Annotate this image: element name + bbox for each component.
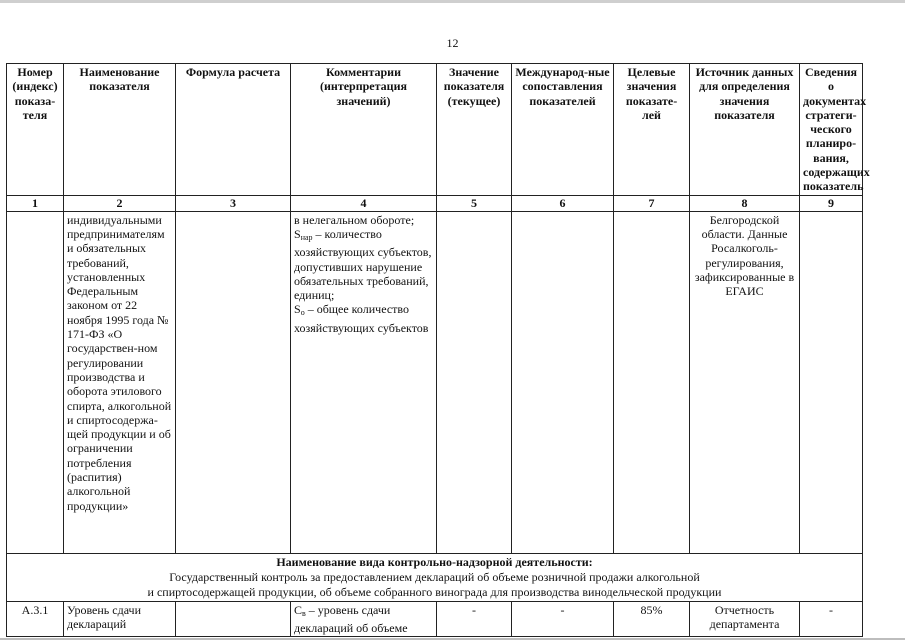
- column-number: 2: [64, 195, 176, 211]
- column-number: 9: [800, 195, 863, 211]
- column-number-row: [7, 195, 863, 211]
- header-name: Наименование показателя: [64, 64, 176, 196]
- header-row: [7, 64, 863, 196]
- section-line-1: Государственный контроль за предоставлением деклараций об объеме розничной продажи алкогольной: [169, 569, 700, 584]
- comment-s-o: $S_о$ – общее количество хозяйствующих субъектов: [294, 302, 429, 335]
- comment-s-nar: $S_{нар}$ – количество хозяйствующих субъектов, допустивших нарушение обязательных требований, единиц;: [294, 226, 432, 303]
- header-international: Международ-ные сопоставления показателей: [512, 64, 614, 196]
- column-number: 1: [7, 195, 64, 211]
- scan-top-edge: [0, 0, 905, 3]
- header-formula: Формула расчета: [176, 64, 291, 196]
- header-comments: Комментарии (интерпретация значений): [291, 64, 437, 196]
- indicators-table: [6, 63, 870, 637]
- header-documents: Сведения о документах стратеги-ческого планиро-вания, содержащих показатель: [800, 64, 863, 196]
- continuation-formula: [176, 211, 291, 553]
- row-index: А.3.1: [7, 601, 64, 637]
- header-source: Источник данных для определения значения показателя: [690, 64, 800, 196]
- header-index: Номер (индекс) показа-теля: [7, 64, 64, 196]
- comment-illegal-turnover: в нелегальном обороте;: [294, 212, 415, 227]
- row-documents: -: [800, 601, 863, 637]
- row-current-value: -: [437, 601, 512, 637]
- section-title: Наименование вида контрольно-надзорной деятельности:: [276, 554, 593, 569]
- column-number: 4: [291, 195, 437, 211]
- continuation-row: [7, 211, 863, 553]
- column-number: 7: [614, 195, 690, 211]
- row-formula: [176, 601, 291, 637]
- row-international: -: [512, 601, 614, 637]
- continuation-documents: [800, 211, 863, 553]
- row-comment: $С_в$ – уровень сдачи деклараций об объеме: [291, 601, 437, 637]
- continuation-target: [614, 211, 690, 553]
- continuation-source: Белгородской области. Данные Росалкоголь-регулирования, зафиксированные в ЕГАИС: [690, 211, 800, 553]
- section-row: [7, 553, 863, 601]
- row-indicator-name: Уровень сдачи деклараций: [64, 601, 176, 637]
- page-number: 12: [446, 36, 459, 50]
- continuation-current-value: [437, 211, 512, 553]
- column-number: 5: [437, 195, 512, 211]
- section-line-2: и спиртосодержащей продукции, об объеме собранного винограда для производства винодельческой продукции: [147, 584, 722, 599]
- continuation-index: [7, 211, 64, 553]
- row-source: Отчетность департамента: [690, 601, 800, 637]
- continuation-international: [512, 211, 614, 553]
- header-current-value: Значение показателя (текущее): [437, 64, 512, 196]
- table-row: [7, 601, 863, 637]
- continuation-indicator-name: индивидуальными предпринимателям и обязательных требований, установленных Федеральным законом от 22 ноября 1995 года № 171-ФЗ «О государствен-ном регулировании производства и оборота этилового спирта, алкогольной и спиртосодержа-щей продукции и об ограничении потребления (распития) алкогольной продукции»: [64, 211, 176, 553]
- column-number: 6: [512, 195, 614, 211]
- section-heading: [7, 553, 863, 601]
- continuation-comment: [291, 211, 437, 553]
- row-target: 85%: [614, 601, 690, 637]
- column-number: 3: [176, 195, 291, 211]
- header-target: Целевые значения показате-лей: [614, 64, 690, 196]
- column-number: 8: [690, 195, 800, 211]
